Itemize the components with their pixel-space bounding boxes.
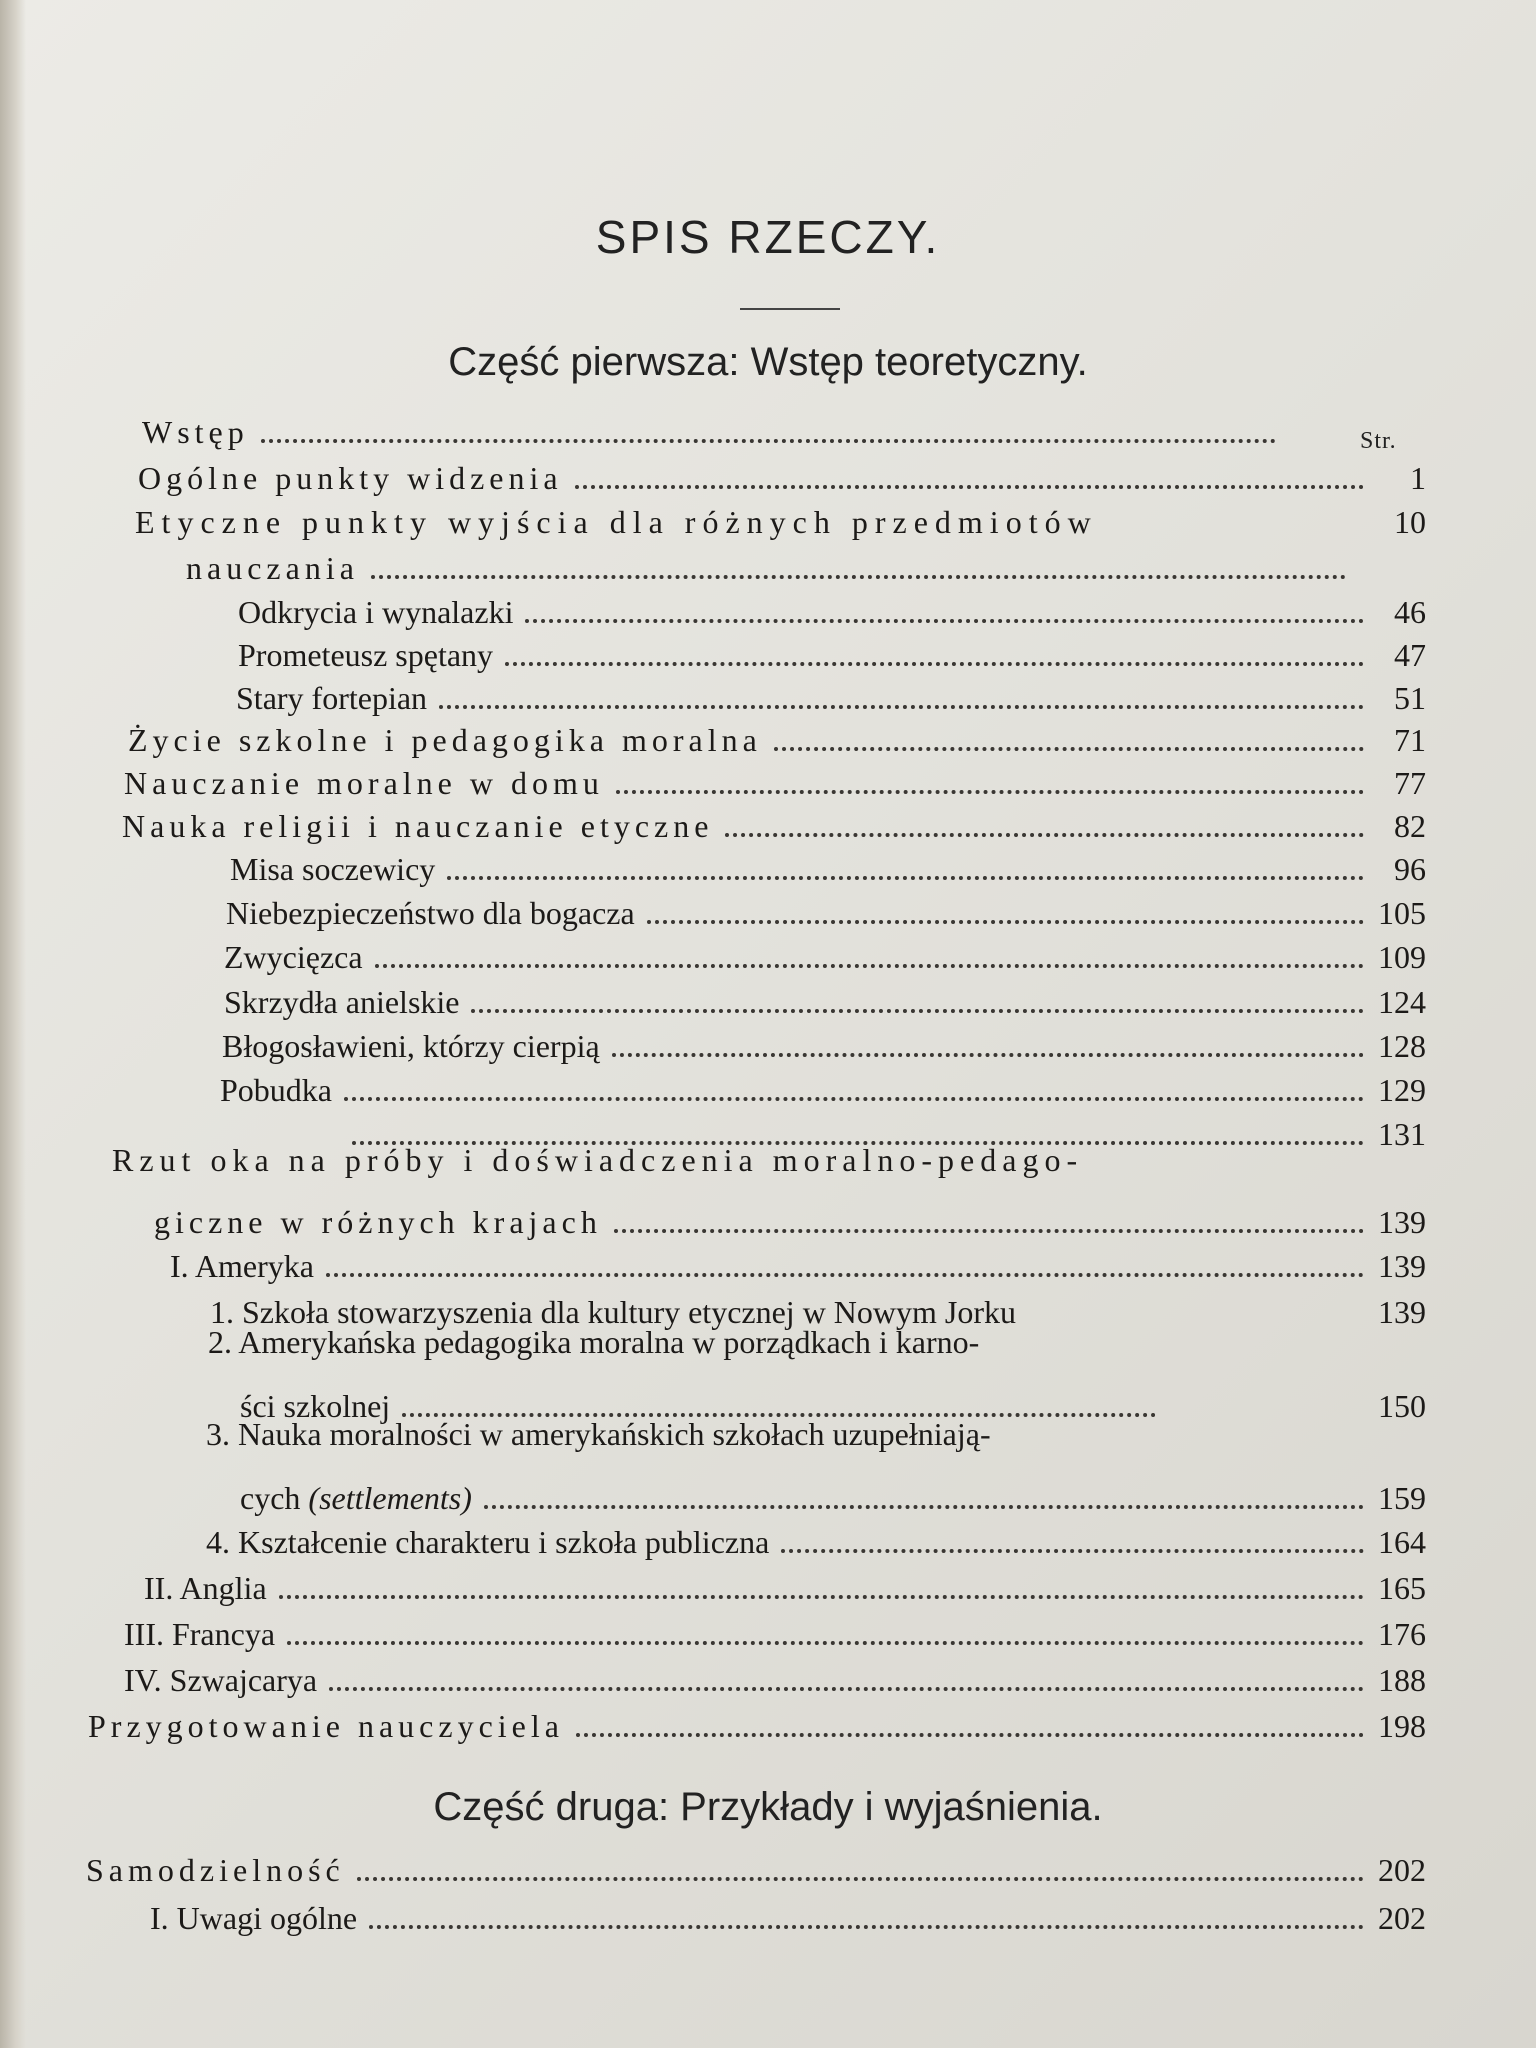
toc-page-number: 188	[1378, 1662, 1426, 1698]
toc-page-number: 71	[1394, 722, 1426, 758]
leader-dots	[781, 1549, 1364, 1553]
toc-entry[interactable]	[135, 500, 1426, 542]
leader-dots	[357, 1877, 1364, 1881]
toc-entry-label: Wstęp	[142, 414, 249, 450]
toc-entry-label: Etyczne punkty wyjścia dla różnych przedmiotów	[135, 504, 1098, 540]
toc-entry-label: Zwycięzca	[224, 939, 363, 975]
toc-page-number: 82	[1394, 808, 1426, 844]
toc-page-number: 51	[1394, 680, 1426, 716]
toc-page-number: 77	[1394, 765, 1426, 801]
leader-dots	[575, 485, 1364, 489]
toc-entry-label: 2. Amerykańska pedagogika moralna w porządkach i karno-	[208, 1324, 980, 1360]
toc-entry[interactable]	[150, 1896, 1426, 1938]
page-edge	[0, 0, 26, 2048]
leader-dots	[647, 920, 1364, 924]
leader-dots	[612, 1053, 1364, 1057]
toc-page-number: 131	[1378, 1116, 1426, 1152]
toc-entry-label: Prometeusz spętany	[238, 637, 494, 673]
toc-entry-label: 1. Szkoła stowarzyszenia dla kultury etycznej w Nowym Jorku	[210, 1294, 1017, 1330]
toc-entry-label: Pobudka	[220, 1072, 332, 1108]
toc-entry-label: 3. Nauka moralności w amerykańskich szkołach uzupełniają-	[206, 1416, 991, 1452]
toc-entry-label: Niebezpieczeństwo dla bogacza	[226, 895, 635, 931]
leader-dots	[344, 1097, 1364, 1101]
leader-dots	[371, 575, 1346, 579]
toc-page-number: 176	[1378, 1616, 1426, 1652]
leader-dots	[375, 964, 1364, 968]
toc-entry[interactable]	[170, 1244, 1426, 1286]
toc-page-number: 124	[1378, 984, 1426, 1020]
toc-entry[interactable]	[122, 804, 1426, 846]
toc-entry[interactable]	[138, 456, 1426, 498]
toc-entry-label: IV. Szwajcarya	[124, 1662, 318, 1698]
toc-entry-label: Ogólne punkty widzenia	[138, 460, 563, 496]
leader-dots	[447, 876, 1364, 880]
toc-entry-label: Misa soczewicy	[230, 851, 436, 887]
toc-entry-label: giczne w różnych krajach	[154, 1204, 602, 1240]
toc-entry-label: Nauka religii i nauczanie etyczne	[122, 808, 714, 844]
toc-entry-label: II. Anglia	[144, 1570, 267, 1606]
toc-entry[interactable]	[124, 1658, 1426, 1700]
toc-entry[interactable]	[238, 590, 1426, 632]
toc-entry[interactable]	[144, 1566, 1426, 1608]
leader-dots	[326, 1273, 1364, 1277]
title-divider	[740, 308, 840, 310]
leader-dots	[287, 1641, 1364, 1645]
toc-entry[interactable]	[86, 1848, 1426, 1890]
toc-entry-label: III. Francya	[124, 1616, 276, 1652]
toc-entry[interactable]	[224, 935, 1426, 977]
toc-page-number: 165	[1378, 1570, 1426, 1606]
toc-entry[interactable]	[226, 891, 1426, 933]
leader-dots	[576, 1733, 1364, 1737]
leader-dots	[279, 1595, 1364, 1599]
toc-entry[interactable]	[238, 633, 1426, 675]
leader-dots	[725, 833, 1364, 837]
toc-entry-label: nauczania	[186, 550, 359, 586]
toc-entry[interactable]	[222, 1024, 1426, 1066]
toc-entry-label: 4. Kształcenie charakteru i szkoła publiczna	[206, 1524, 770, 1560]
toc-entry-label: Nauczanie moralne w domu	[124, 765, 604, 801]
toc-page-number: 159	[1378, 1480, 1426, 1516]
leader-dots	[616, 790, 1364, 794]
toc-page-number: 202	[1378, 1900, 1426, 1936]
toc-entry[interactable]	[230, 847, 1426, 889]
toc-page-number: 139	[1378, 1294, 1426, 1330]
leader-dots	[484, 1505, 1364, 1509]
toc-entry-label: Przygotowanie nauczyciela	[88, 1708, 564, 1744]
toc-page-number: 202	[1378, 1852, 1426, 1888]
toc-entry-label: Rzut oka na próby i doświadczenia moralno-pedago-	[112, 1142, 1084, 1178]
toc-page-number: 105	[1378, 895, 1426, 931]
toc-entry-label: Stary fortepian	[236, 680, 428, 716]
toc-entry-label: Samodzielność	[86, 1852, 345, 1888]
toc-page-number: 109	[1378, 939, 1426, 975]
toc-page-number: 139	[1378, 1204, 1426, 1240]
toc-entry-continuation[interactable]	[186, 546, 1426, 588]
toc-entry[interactable]	[88, 1704, 1426, 1746]
toc-entry-label: I. Uwagi ogólne	[150, 1900, 358, 1936]
toc-page-number: 164	[1378, 1524, 1426, 1560]
toc-entry[interactable]	[224, 980, 1426, 1022]
toc-entry[interactable]	[124, 761, 1426, 803]
toc-page-number: 46	[1394, 594, 1426, 630]
toc-entry[interactable]	[154, 1200, 1426, 1242]
leader-dots	[471, 1009, 1364, 1013]
toc-page-number: 139	[1378, 1248, 1426, 1284]
toc-page-number: 129	[1378, 1072, 1426, 1108]
leader-dots	[614, 1229, 1364, 1233]
leader-dots	[439, 705, 1364, 709]
toc-page-number: 198	[1378, 1708, 1426, 1744]
toc-page-number: 1	[1410, 460, 1426, 496]
toc-entry-wstep[interactable]	[142, 410, 1426, 452]
toc-entry-label: ści szkolnej	[240, 1388, 391, 1424]
toc-entry[interactable]	[128, 718, 1426, 760]
toc-entry-label: cych	[240, 1480, 301, 1516]
leader-dots	[525, 619, 1364, 623]
toc-entry[interactable]	[236, 676, 1426, 718]
toc-entry[interactable]	[220, 1068, 1426, 1110]
page-column-label: Str.	[1360, 428, 1397, 454]
leader-dots	[329, 1687, 1364, 1691]
leader-dots	[369, 1925, 1364, 1929]
toc-entry[interactable]	[124, 1612, 1426, 1654]
toc-page-number: 128	[1378, 1028, 1426, 1064]
toc-entry-label: I. Ameryka	[170, 1248, 314, 1284]
toc-entry-label: Błogosławieni, którzy cierpią	[222, 1028, 600, 1064]
toc-page-number: 10	[1394, 504, 1426, 540]
leader-dots	[505, 662, 1364, 666]
leader-dots	[261, 439, 1276, 443]
toc-page-number: 150	[1378, 1388, 1426, 1424]
toc-page-number: 96	[1394, 851, 1426, 887]
toc-entry[interactable]	[240, 1476, 1426, 1518]
toc-entry[interactable]	[206, 1520, 1426, 1562]
toc-entry-label: Skrzydła anielskie	[224, 984, 460, 1020]
part2-heading: Część druga: Przykłady i wyjaśnienia.	[433, 1785, 1103, 1829]
toc-entry-label-italic: (settlements)	[308, 1480, 472, 1516]
toc-page-number: 47	[1394, 637, 1426, 673]
leader-dots	[774, 747, 1364, 751]
toc-entry-label: Odkrycia i wynalazki	[238, 594, 514, 630]
part1-heading: Część pierwsza: Wstęp teoretyczny.	[448, 340, 1088, 384]
page-title: SPIS RZECZY.	[595, 211, 941, 263]
toc-entry-label: Życie szkolne i pedagogika moralna	[128, 722, 762, 758]
